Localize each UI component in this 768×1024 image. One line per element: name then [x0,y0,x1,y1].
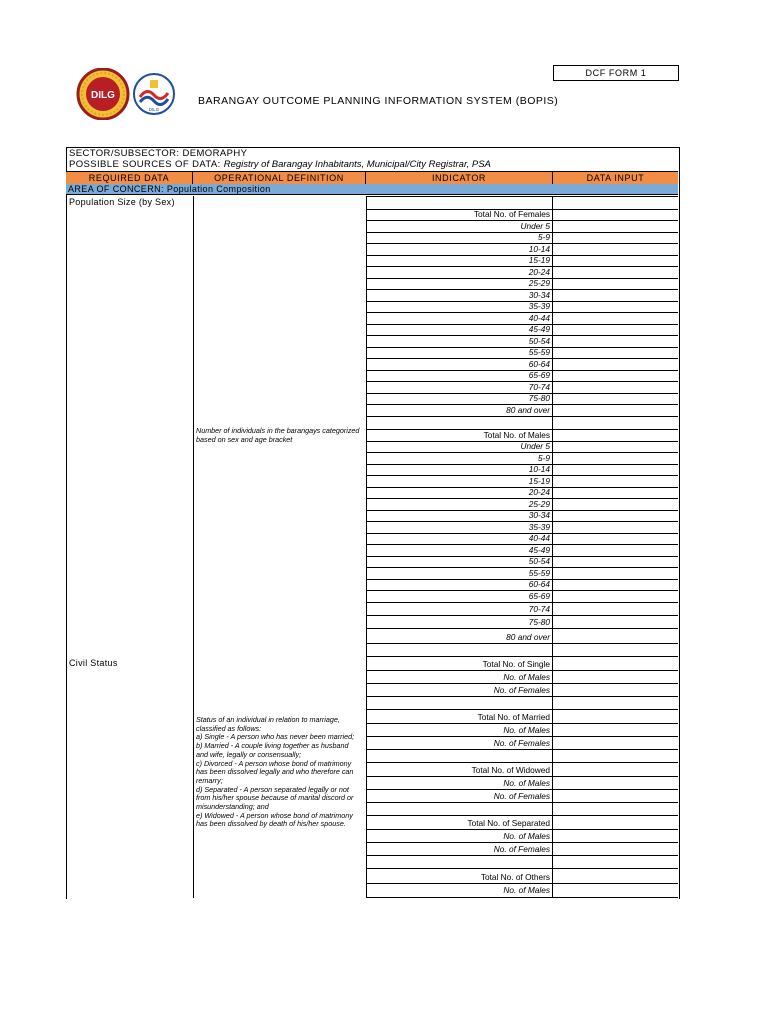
indicator-age: Under 5 [366,440,553,452]
table-row [366,724,678,737]
indicator-age: 20-24 [366,266,553,278]
indicator-females: No. of Females [366,843,553,855]
indicator-age: 55-59 [366,567,553,579]
form-id: DCF FORM 1 [553,65,679,81]
sector-label: SECTOR/SUBSECTOR: DEMORAPHY [69,148,248,159]
table-row [366,616,678,629]
table-row [366,277,678,290]
table-row [366,231,678,244]
dilg-logos [76,68,176,120]
table-row [366,463,678,476]
table-row [366,884,678,898]
table-row [366,856,678,869]
req-population: Population Size (by Sex) [69,197,175,207]
indicator-age: 5-9 [366,231,553,243]
req-civil-status: Civil Status [69,658,118,668]
col-data-input: DATA INPUT [586,173,645,183]
table-row [366,323,678,336]
logo-text: DILG [91,90,115,101]
table-row [366,697,678,710]
indicator-total-single: Total No. of Single [366,657,553,670]
indicator-age: 15-19 [366,254,553,266]
indicator-age: 10-14 [366,463,553,475]
table-row [366,763,678,777]
opdef-civil-status: Status of an individual in relation to marriage, classified as follows: a) Single - A person who has never been married; b) Married - A couple living together as husband and wife, legally or consensually; c) Divorced - A person whose bond of matrimony has been dissolved legally and who therefore can remarry; d) Separated - A person separated legally or not from his/her spouse because of marital discord or misunderstanding; and e) Widowed - A person whose bond of matrimony has been dissolved by death of his/her spouse. [196,715,355,829]
sources-label: POSSIBLE SOURCES OF DATA: [69,159,221,170]
indicator-males: No. of Males [366,724,553,736]
indicator-females: No. of Females [366,790,553,802]
table-row [366,578,678,591]
table-row [366,750,678,763]
indicator-age: Under 5 [366,220,553,232]
table-row [366,710,678,724]
table-row [366,254,678,267]
indicator-total-widowed: Total No. of Widowed [366,763,553,776]
table-row [366,777,678,790]
indicator-males: No. of Males [366,884,553,897]
table-row [366,440,678,453]
indicator-age: 30-34 [366,509,553,521]
col-indicator: INDICATOR [366,172,553,184]
indicator-males: No. of Males [366,671,553,683]
indicator-age: 45-49 [366,323,553,335]
table-row [366,392,678,405]
indicator-age: 60-64 [366,578,553,590]
bopis-logo-icon [132,71,176,117]
table-row [366,869,678,884]
indicator-age: 55-59 [366,346,553,358]
indicator-age: 10-14 [366,243,553,255]
column-header [66,171,678,185]
indicator-age: 35-39 [366,521,553,533]
indicator-age: 25-29 [366,277,553,289]
indicator-total-married: Total No. of Married [366,710,553,723]
table-row [366,300,678,313]
table-row [366,486,678,499]
indicator-age: 50-54 [366,555,553,567]
indicator-age: 40-44 [366,532,553,544]
sources-value: Registry of Barangay Inhabitants, Municipal/City Registrar, PSA [223,159,491,170]
table-row [366,417,678,430]
divider-required [193,196,194,898]
indicator-age: 70-74 [366,381,553,393]
table-row [366,590,678,603]
table-row [366,369,678,382]
indicator-total-separated: Total No. of Separated [366,816,553,829]
indicator-total-females: Total No. of Females [366,208,553,220]
table-row [366,790,678,803]
table-row [366,644,678,657]
indicator-age: 50-54 [366,335,553,347]
sources-line [69,159,491,170]
table-row [366,803,678,816]
table-row [366,684,678,697]
indicator-total-males: Total No. of Males [366,429,553,441]
indicator-age: 70-74 [366,603,553,615]
table-row [366,816,678,830]
indicator-females: No. of Females [366,737,553,749]
indicator-age: 75-80 [366,616,553,628]
table-row [366,208,678,221]
indicator-females: No. of Females [366,684,553,696]
indicator-age: 5-9 [366,452,553,464]
indicator-age: 65-69 [366,590,553,602]
table-row [366,737,678,750]
table-row [366,603,678,616]
table-row [366,657,678,671]
table-row [366,555,678,568]
indicator-age: 15-19 [366,475,553,487]
indicator-males: No. of Males [366,830,553,842]
indicator-age: 25-29 [366,498,553,510]
table-row [366,346,678,359]
indicator-age: 75-80 [366,392,553,404]
table-row [366,404,678,417]
indicator-age: 30-34 [366,289,553,301]
table-row [366,532,678,545]
indicator-age: 80 and over [366,629,553,643]
logo2-text: DILG [148,107,160,112]
indicator-age: 20-24 [366,486,553,498]
indicator-age: 60-64 [366,358,553,370]
table-row [366,843,678,856]
indicator-age: 80 and over [366,404,553,416]
indicator-age: 65-69 [366,369,553,381]
col-opdef: OPERATIONAL DEFINITION [193,172,366,184]
table-row [366,830,678,843]
opdef-population: Number of individuals in the barangays categorized based on sex and age bracket [196,426,360,444]
indicator-total-others: Total No. of Others [366,869,553,883]
indicator-age: 35-39 [366,300,553,312]
col-required: REQUIRED DATA [66,172,193,184]
indicator-age: 45-49 [366,544,553,556]
system-title: BARANGAY OUTCOME PLANNING INFORMATION SYSTEM (BOPIS) [198,95,559,107]
table-row [366,509,678,522]
indicator-age: 40-44 [366,312,553,324]
table-row [366,671,678,684]
area-of-concern: AREA OF CONCERN: Population Composition [66,184,678,195]
table-row [366,629,678,644]
indicator-males: No. of Males [366,777,553,789]
